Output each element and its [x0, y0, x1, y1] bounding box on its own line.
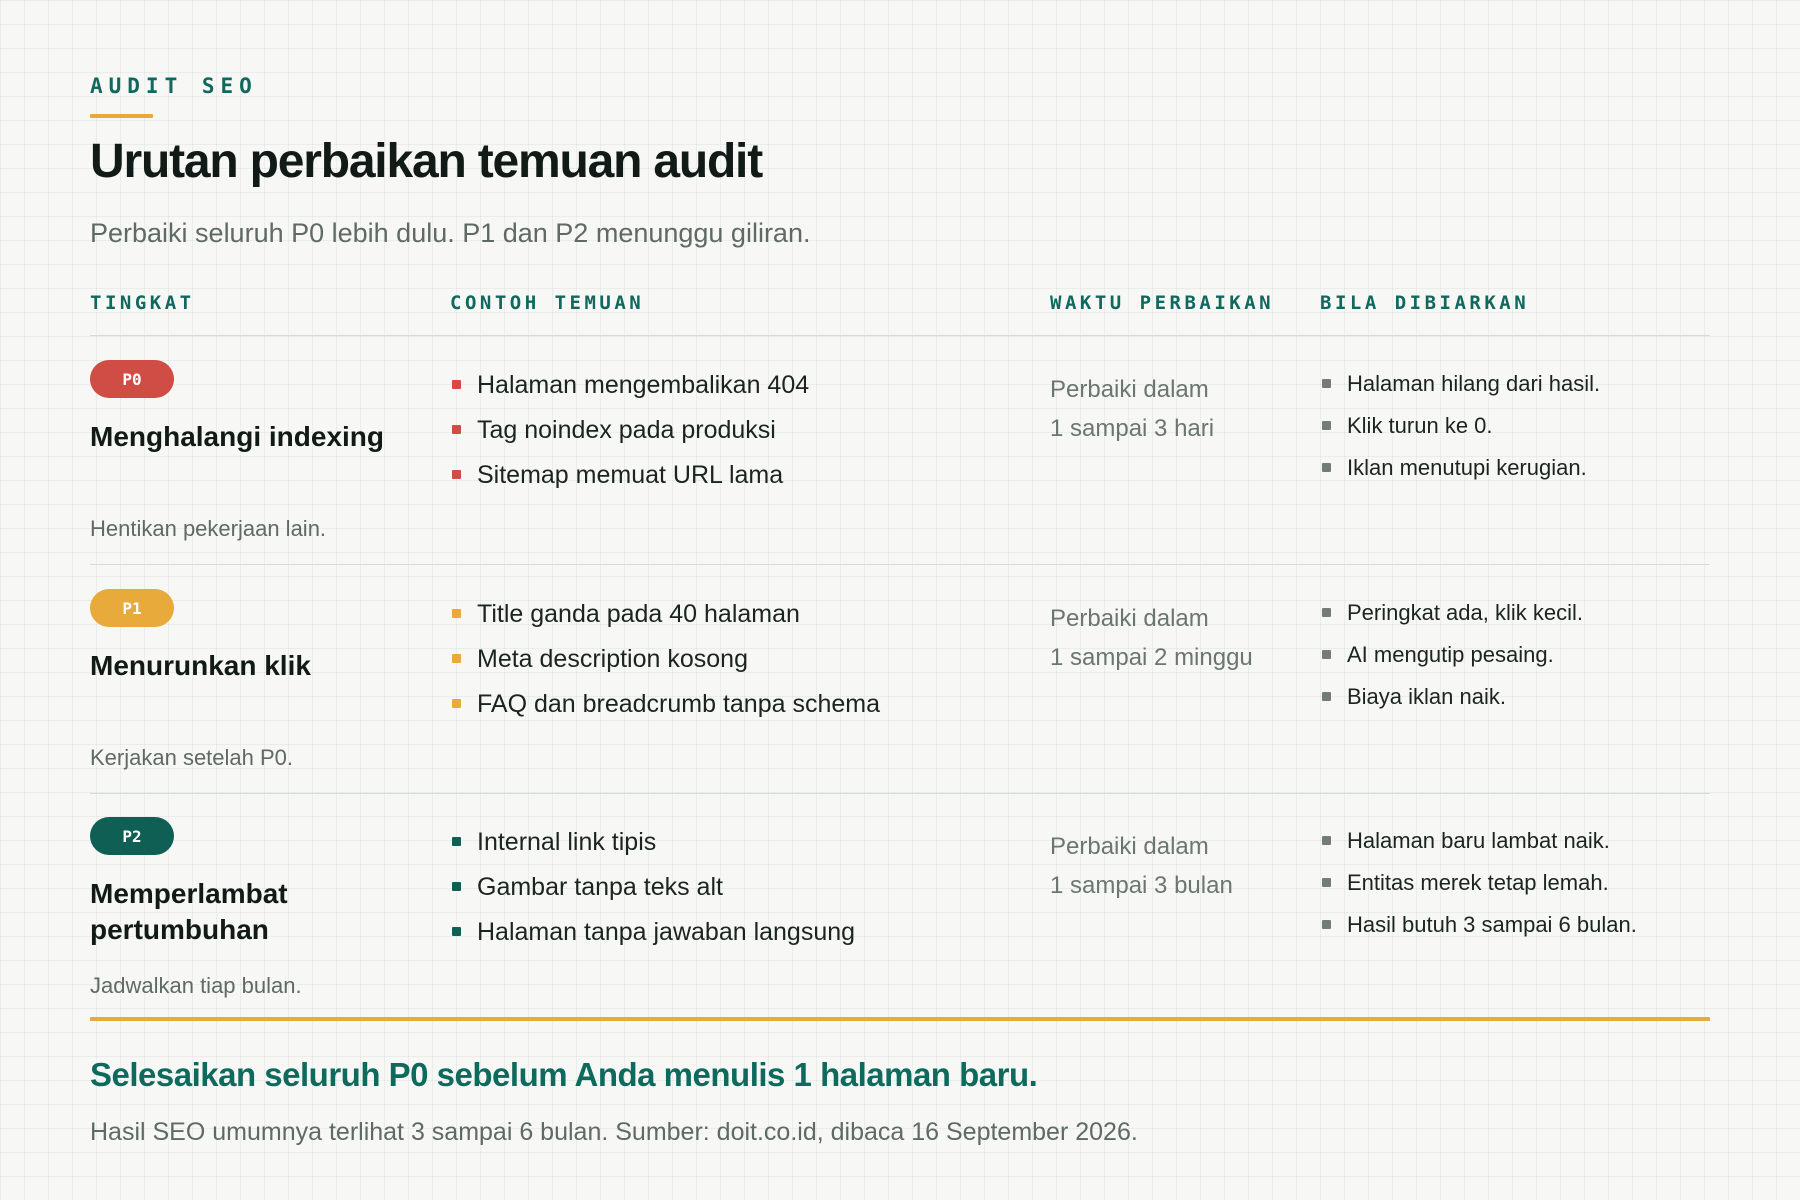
finding-text: Gambar tanpa teks alt — [477, 873, 723, 901]
fix-time — [1050, 370, 1290, 448]
fix-time-line2: 1 sampai 3 bulan — [1050, 872, 1233, 899]
bullet-icon — [452, 882, 461, 891]
list-item — [1320, 641, 1583, 683]
level-title: Menurunkan klik — [90, 650, 311, 681]
column-header-fix-time: WAKTU PERBAIKAN — [1050, 292, 1275, 314]
impact-text: Biaya iklan naik. — [1347, 684, 1506, 709]
finding-text: Sitemap memuat URL lama — [477, 461, 784, 489]
eyebrow-label: AUDIT SEO — [90, 74, 258, 98]
list-item — [450, 644, 880, 689]
finding-text: Internal link tipis — [477, 828, 657, 856]
impact-text: Halaman baru lambat naik. — [1347, 828, 1610, 853]
finding-text: Title ganda pada 40 halaman — [477, 600, 800, 628]
findings-list — [450, 370, 809, 505]
bullet-icon — [1322, 379, 1331, 388]
bullet-icon — [452, 654, 461, 663]
bullet-icon — [1322, 920, 1331, 929]
impact-text: Hasil butuh 3 sampai 6 bulan. — [1347, 912, 1637, 937]
fix-time-line1: Perbaiki dalam — [1050, 376, 1209, 403]
list-item — [450, 460, 809, 505]
bullet-icon — [1322, 463, 1331, 472]
findings-list — [450, 599, 880, 734]
finding-text: Halaman tanpa jawaban langsung — [477, 918, 856, 946]
impact-text: Klik turun ke 0. — [1347, 413, 1493, 438]
finding-text: FAQ dan breadcrumb tanpa schema — [477, 690, 881, 718]
column-header-findings: CONTOH TEMUAN — [450, 292, 645, 314]
column-header-if-ignored: BILA DIBIARKAN — [1320, 292, 1530, 314]
impact-text: AI mengutip pesaing. — [1347, 642, 1554, 667]
list-item — [450, 599, 880, 644]
table-row-p0 — [90, 336, 1710, 564]
priority-badge-p2: P2 — [90, 817, 174, 855]
eyebrow-underline — [90, 114, 153, 118]
impact-list — [1320, 599, 1583, 725]
impact-text: Peringkat ada, klik kecil. — [1347, 600, 1583, 625]
impact-list — [1320, 370, 1600, 496]
bullet-icon — [1322, 878, 1331, 887]
finding-text: Meta description kosong — [477, 645, 748, 673]
bullet-icon — [452, 470, 461, 479]
priority-badge-p1: P1 — [90, 589, 174, 627]
list-item — [1320, 412, 1600, 454]
fix-time-line1: Perbaiki dalam — [1050, 605, 1209, 632]
impact-list — [1320, 827, 1637, 953]
fix-time — [1050, 827, 1290, 905]
fix-time-line1: Perbaiki dalam — [1050, 833, 1209, 860]
audit-page — [90, 0, 1710, 1200]
bullet-icon — [452, 837, 461, 846]
list-item — [450, 415, 809, 460]
bullet-icon — [452, 425, 461, 434]
list-item — [450, 917, 855, 962]
list-item — [450, 689, 880, 734]
fix-time-line2: 1 sampai 3 hari — [1050, 415, 1215, 442]
findings-list — [450, 827, 855, 962]
page-subtitle: Perbaiki seluruh P0 lebih dulu. P1 dan P2 menunggu giliran. — [90, 218, 811, 248]
bullet-icon — [1322, 650, 1331, 659]
bullet-icon — [452, 699, 461, 708]
list-item — [450, 872, 855, 917]
priority-badge-p0: P0 — [90, 360, 174, 398]
list-item — [1320, 869, 1637, 911]
fix-time-line2: 1 sampai 2 minggu — [1050, 644, 1253, 671]
list-item — [1320, 599, 1583, 641]
level-title: Menghalangi indexing — [90, 421, 385, 452]
bullet-icon — [452, 380, 461, 389]
bullet-icon — [1322, 836, 1331, 845]
finding-text: Tag noindex pada produksi — [477, 416, 776, 444]
list-item — [1320, 827, 1637, 869]
level-title: Memperlambat pertumbuhan — [90, 878, 288, 945]
list-item — [1320, 454, 1600, 496]
footer-accent-rule — [90, 1017, 1710, 1021]
bullet-icon — [1322, 692, 1331, 701]
level-note: Kerjakan setelah P0. — [90, 745, 294, 770]
table-row-p1 — [90, 565, 1710, 793]
bullet-icon — [1322, 608, 1331, 617]
impact-text: Halaman hilang dari hasil. — [1347, 371, 1601, 396]
bullet-icon — [452, 609, 461, 618]
table-row-p2 — [90, 793, 1710, 1021]
page-title: Urutan perbaikan temuan audit — [90, 135, 762, 188]
footer-source-note: Hasil SEO umumnya terlihat 3 sampai 6 bulan. Sumber: doit.co.id, dibaca 16 September 2026. — [90, 1118, 1138, 1146]
footer-headline: Selesaikan seluruh P0 sebelum Anda menulis 1 halaman baru. — [90, 1056, 1038, 1093]
list-item — [450, 370, 809, 415]
list-item — [450, 827, 855, 872]
level-note: Jadwalkan tiap bulan. — [90, 973, 302, 998]
impact-text: Iklan menutupi kerugian. — [1347, 455, 1587, 480]
list-item — [1320, 370, 1600, 412]
level-note: Hentikan pekerjaan lain. — [90, 516, 327, 541]
column-header-level: TINGKAT — [90, 292, 195, 314]
bullet-icon — [1322, 421, 1331, 430]
finding-text: Halaman mengembalikan 404 — [477, 371, 810, 399]
impact-text: Entitas merek tetap lemah. — [1347, 870, 1609, 895]
fix-time — [1050, 599, 1290, 677]
list-item — [1320, 683, 1583, 725]
list-item — [1320, 911, 1637, 953]
bullet-icon — [452, 927, 461, 936]
